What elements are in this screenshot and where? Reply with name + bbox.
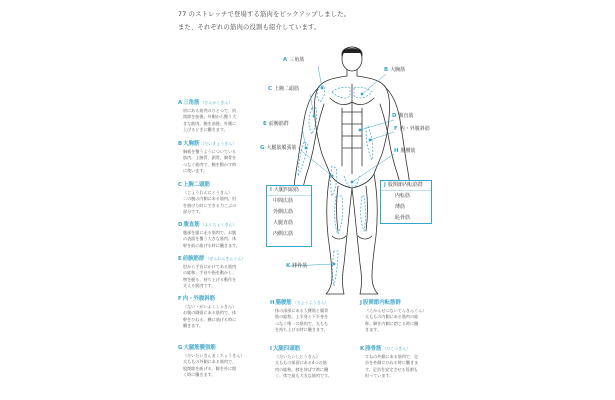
- desc-line: 筋の総称。上半身と下半身を: [275, 314, 329, 320]
- box-quadriceps-sub: 中間広筋: [267, 195, 311, 207]
- desc-letter: J: [360, 300, 363, 306]
- desc-h: [270, 300, 358, 334]
- desc-title: 三角筋: [183, 100, 200, 106]
- label-b-name: 大胸筋: [390, 67, 406, 73]
- label-f-letter: F: [394, 126, 398, 132]
- intro-line-1: 77 のストレッチで登場する筋肉をピックアップしました。: [178, 11, 351, 18]
- label-d-letter: D: [392, 113, 397, 119]
- label-g-name: 大腿筋膜張筋: [266, 145, 297, 151]
- label-k-name: 腓骨筋: [292, 263, 308, 269]
- desc-line: 肘から手首にかけてある筋肉: [183, 263, 237, 269]
- intro-text: [178, 8, 350, 34]
- desc-b: [178, 141, 266, 175]
- desc-line: つなぐ唯一の筋肉で、太もも: [275, 320, 329, 326]
- box-adductors-letter: J: [384, 182, 386, 188]
- desc-g: [178, 345, 266, 379]
- label-c: [268, 86, 299, 93]
- label-b: [384, 67, 405, 74]
- desc-line: 幹を前に曲げる時に働きます。: [183, 242, 240, 248]
- desc-letter: F: [178, 296, 182, 302]
- desc-line: 太ももの内側にある筋肉の総: [365, 314, 419, 320]
- desc-title: 股関節内転筋群: [363, 300, 401, 306]
- desc-reading: （だいきょうきん）: [200, 141, 237, 146]
- desc-line: 称。脚を内側に閉じる時に働: [365, 320, 419, 326]
- desc-line: 物を握る、持ち上げる動作を: [183, 276, 237, 282]
- box-adductors-sub: 薄筋: [395, 204, 406, 210]
- desc-line: 太ももの前面にある4つの筋: [275, 360, 327, 366]
- desc-line: 幹をひねる、横に曲げる時に: [183, 316, 237, 322]
- desc-k: [360, 346, 448, 380]
- desc-letter: D: [178, 222, 183, 228]
- desc-line: 担っています。: [365, 373, 394, 379]
- desc-line: 関節を前後、外側から覆う大: [183, 114, 237, 120]
- desc-line: （だいたいしとうきん）: [275, 353, 321, 359]
- label-c-letter: C: [268, 86, 272, 92]
- desc-line: すねの外側にある筋肉で、足: [365, 353, 419, 359]
- label-a: [283, 57, 304, 64]
- body-figure: [262, 36, 442, 298]
- label-b-letter: B: [384, 67, 389, 73]
- desc-title: 腸腰筋: [275, 300, 292, 306]
- desc-reading: （さんかくきん）: [200, 100, 233, 105]
- desc-line: に使います。: [183, 168, 208, 174]
- desc-line: きな筋肉。腕を前後、外側に: [183, 120, 237, 126]
- desc-line: く時に働きます。: [183, 372, 216, 378]
- desc-e: [178, 256, 266, 290]
- box-adductors-name: 股関節内転筋群: [387, 182, 423, 188]
- desc-line: を持ち上げる時に働きます。: [275, 327, 328, 333]
- desc-f: [178, 296, 266, 330]
- desc-line: お腹の側面にある筋肉で、体: [183, 310, 237, 316]
- desc-letter: E: [178, 256, 182, 262]
- box-quadriceps-sub: 内側広筋: [273, 231, 294, 237]
- desc-title: 内・外腹斜筋: [182, 296, 216, 302]
- box-quadriceps: [266, 185, 312, 247]
- desc-line: 部分です。: [183, 209, 204, 215]
- desc-line: 二の腕の内側にある筋肉。肘: [183, 196, 237, 202]
- label-e-name: 前腕筋群: [268, 121, 289, 127]
- desc-j: [360, 300, 448, 334]
- desc-line: 腹部を縦に走る筋肉で、お腹: [183, 229, 237, 235]
- desc-line: 働きます。: [183, 323, 204, 329]
- desc-title: 大腿筋膜張筋: [183, 345, 216, 351]
- label-f-name: 内・外腹斜筋: [399, 126, 430, 132]
- desc-title: 大腿四頭筋: [273, 346, 300, 352]
- desc-letter: I: [270, 346, 273, 352]
- desc-reading: （ひこつきん）: [382, 346, 411, 351]
- label-h-name: 腸腰筋: [400, 148, 416, 154]
- desc-line: 肉の総称。膝を伸ばす時に働: [275, 366, 329, 372]
- label-k: [286, 263, 307, 270]
- desc-i: [270, 346, 358, 380]
- desc-line: 太ももの外側にある筋肉で、: [183, 359, 237, 365]
- desc-line: きます。: [365, 327, 382, 333]
- box-quadriceps-sub: 大腿直筋: [273, 220, 294, 226]
- desc-line: （ない・がいふくしゃきん）: [183, 303, 237, 309]
- desc-c: [178, 182, 266, 216]
- label-g-letter: G: [260, 145, 265, 151]
- desc-line: の総称。手首や指を動かし、: [183, 270, 237, 276]
- desc-line: 胸板を覆うようについている: [183, 148, 237, 154]
- box-adductors: [380, 180, 432, 224]
- desc-line: 体の深部にある大腰筋と腸骨: [275, 307, 329, 313]
- label-k-letter: K: [286, 263, 291, 269]
- desc-line: つなぐ筋肉で、腕を動かす時: [183, 161, 237, 167]
- box-adductors-sub: 内転筋: [381, 190, 431, 202]
- label-e: [263, 121, 289, 128]
- desc-title: 大胸筋: [183, 141, 200, 147]
- label-e-letter: E: [263, 121, 267, 127]
- desc-line: の表面を覆う大きな筋肉。体: [183, 236, 237, 242]
- desc-letter: B: [178, 141, 183, 147]
- desc-a: [178, 100, 266, 134]
- desc-letter: K: [360, 346, 365, 352]
- desc-d: [178, 222, 266, 249]
- desc-line: 首を外側にひねる時に働きま: [365, 360, 419, 366]
- desc-title: 腓骨筋: [365, 346, 382, 352]
- desc-letter: A: [178, 100, 183, 106]
- label-d-name: 腹直筋: [398, 113, 414, 119]
- box-adductors-sub: 恥骨筋: [395, 215, 411, 221]
- desc-line: 上げるときに働きます。: [183, 127, 228, 133]
- box-adductors-header: [381, 181, 431, 190]
- desc-line: （こかんせつないてんきんぐん）: [365, 307, 427, 313]
- desc-line: く、体で最も大きな筋肉です。: [275, 373, 332, 379]
- label-a-name: 三角筋: [289, 57, 305, 63]
- desc-line: す。足首を安定させる役割も: [365, 366, 418, 372]
- desc-title: 腹直筋: [183, 222, 200, 228]
- desc-line: 筋肉。上腕骨、鎖骨、胸骨を: [183, 155, 237, 161]
- box-quadriceps-sub: 外側広筋: [273, 209, 294, 215]
- desc-line: 肩にある筋肉のひとつで、肩: [183, 107, 237, 113]
- label-a-letter: A: [283, 57, 288, 63]
- label-f: [394, 126, 430, 133]
- desc-line: 股関節を曲げる、脚を外に開: [183, 365, 237, 371]
- desc-letter: C: [178, 182, 182, 188]
- box-quadriceps-header: [267, 186, 311, 195]
- label-d: [392, 113, 414, 120]
- desc-line: （じょうわんにとうきん）: [183, 189, 233, 195]
- desc-title: 上腕二頭筋: [182, 182, 210, 188]
- desc-reading: （ぜんわんきんぐん）: [205, 256, 246, 261]
- desc-line: 支える筋肉です。: [183, 283, 216, 289]
- box-quadriceps-letter: I: [270, 187, 272, 193]
- desc-letter: H: [270, 300, 275, 306]
- label-h: [394, 148, 416, 155]
- label-h-letter: H: [394, 148, 399, 154]
- desc-line: を曲げた時にできる力こぶの: [183, 202, 237, 208]
- desc-line: （だいたいきんまくちょうきん）: [183, 352, 245, 358]
- desc-title: 前腕筋群: [182, 256, 205, 262]
- box-quadriceps-name: 大腿四頭筋: [273, 187, 299, 193]
- label-c-name: 上腕二頭筋: [273, 86, 299, 92]
- desc-reading: （ふくちょくきん）: [200, 222, 237, 227]
- intro-line-2: また、それぞれの筋肉の役割も紹介しています。: [178, 24, 321, 31]
- desc-letter: G: [178, 345, 183, 351]
- desc-reading: （ちょうようきん）: [292, 300, 329, 305]
